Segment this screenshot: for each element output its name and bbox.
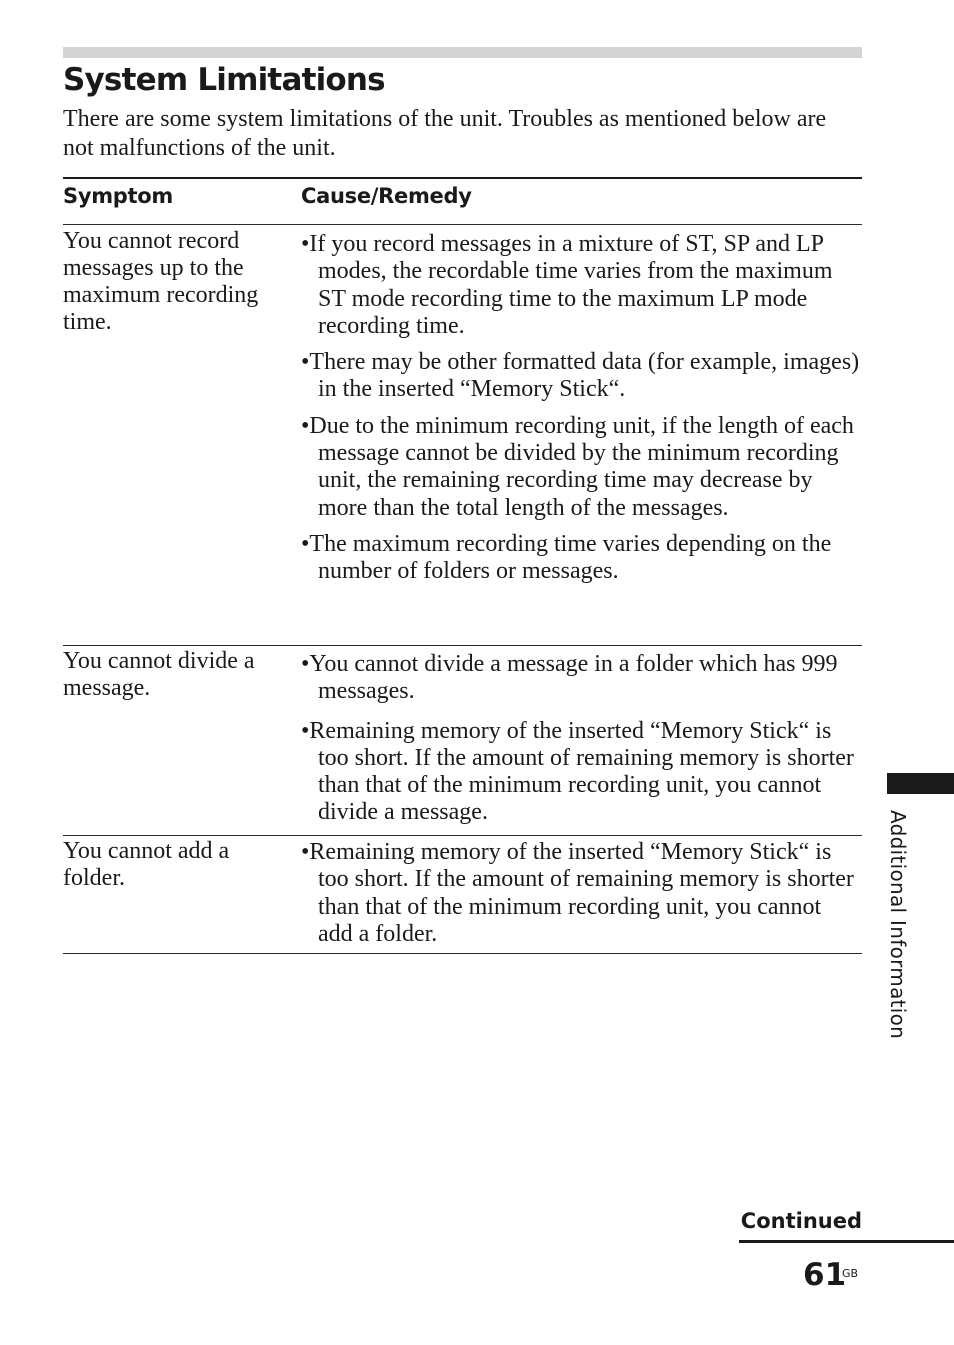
row-rule bbox=[63, 835, 862, 836]
remedy-item: •Due to the minimum recording unit, if the length of each message cannot be divided by the minimum recording unit, the remaining recording time may decrease by more than the total length of the messages. bbox=[301, 412, 854, 521]
remedy-item: •The maximum recording time varies depending on the number of folders or messages. bbox=[301, 530, 832, 585]
table-row-remedies bbox=[301, 651, 861, 827]
table-row-remedies bbox=[301, 839, 861, 948]
intro-text: There are some system limitations of the unit. Troubles as mentioned below are not malfunctions of the unit. bbox=[63, 106, 827, 161]
remedy-header: Cause/Remedy bbox=[301, 184, 472, 208]
side-tab-marker bbox=[887, 773, 954, 794]
side-tab-label: Additional Information bbox=[886, 810, 910, 1040]
page-number: 61 bbox=[803, 1257, 847, 1293]
header-rule bbox=[63, 224, 862, 225]
remedy-item: •If you record messages in a mixture of ST, SP and LP modes, the recordable time varies from the maximum ST mode recording time to the maximum LP mode recording time. bbox=[301, 231, 833, 339]
remedy-item: •Remaining memory of the inserted “Memory Stick“ is too short. If the amount of remaining memory is shorter than that of the minimum recording unit, you cannot divide a message. bbox=[301, 717, 854, 826]
page-suffix: GB bbox=[842, 1267, 859, 1280]
table-row-symptom: You cannot divide a message. bbox=[63, 648, 255, 701]
table-bottom-rule bbox=[63, 953, 862, 954]
table-row-remedies bbox=[301, 231, 861, 586]
remedy-item: •Remaining memory of the inserted “Memory Stick“ is too short. If the amount of remaining memory is shorter than that of the minimum recording unit, you cannot add a folder. bbox=[301, 839, 854, 947]
continued-label: Continued bbox=[740, 1209, 862, 1233]
symptom-header: Symptom bbox=[63, 184, 173, 208]
remedy-item: •There may be other formatted data (for example, images) in the inserted “Memory Stick“. bbox=[301, 349, 860, 403]
page-title: System Limitations bbox=[63, 62, 385, 98]
continued-rule bbox=[739, 1240, 954, 1243]
header-bar bbox=[63, 47, 862, 58]
table-row-symptom: You cannot record messages up to the maximum recording time. bbox=[63, 228, 259, 335]
table-top-rule bbox=[63, 177, 862, 179]
table-row-symptom: You cannot add a folder. bbox=[63, 838, 230, 891]
row-rule bbox=[63, 645, 862, 646]
remedy-item: •You cannot divide a message in a folder which has 999 messages. bbox=[301, 651, 838, 705]
